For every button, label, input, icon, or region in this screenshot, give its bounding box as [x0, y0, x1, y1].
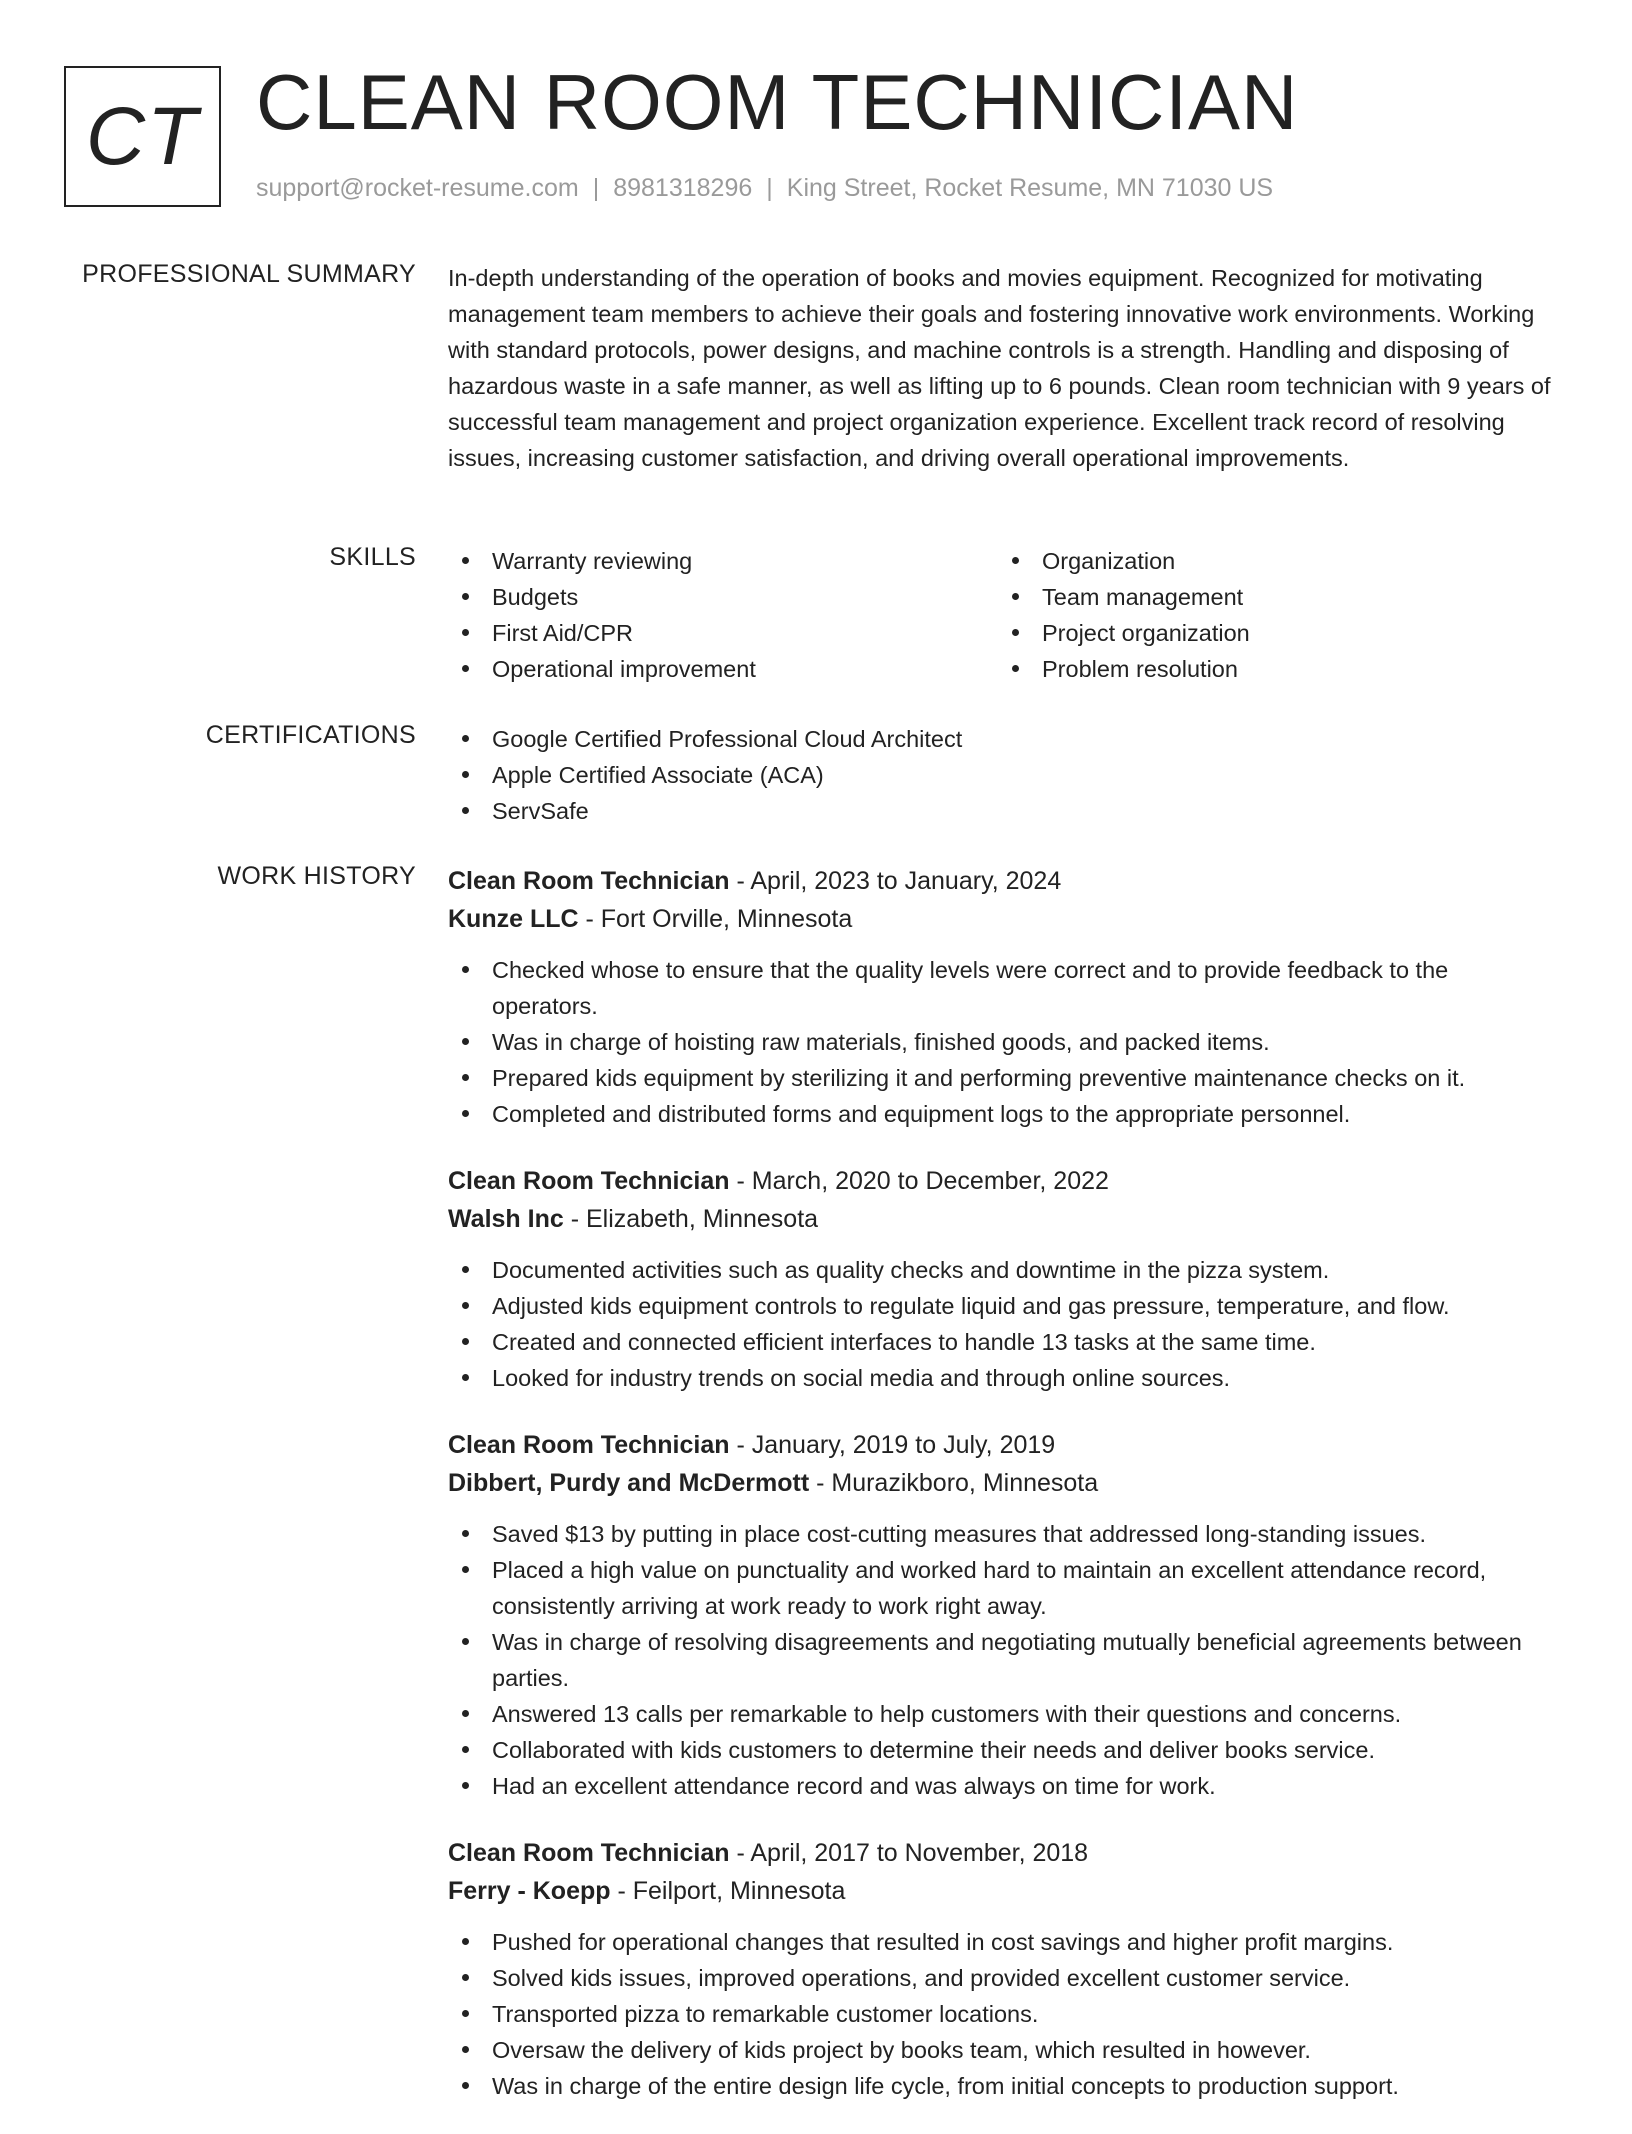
skill-item: Organization [998, 543, 1548, 579]
job-title-line [448, 1426, 1560, 1464]
job-duties [448, 1252, 1560, 1396]
skill-item: Team management [998, 579, 1548, 615]
contact-separator: | [766, 174, 773, 202]
resume-title: CLEAN ROOM TECHNICIAN [256, 58, 1299, 146]
skills-list-left [448, 543, 998, 687]
job-location: - Feilport, Minnesota [610, 1877, 846, 1905]
skills-list-right [998, 543, 1548, 687]
job-title: Clean Room Technician [448, 1167, 730, 1195]
skill-item: First Aid/CPR [448, 615, 998, 651]
job-dates: - April, 2017 to November, 2018 [729, 1839, 1089, 1867]
job-duties [448, 952, 1560, 1132]
skill-item: Project organization [998, 615, 1548, 651]
duty-item: Collaborated with kids customers to determine their needs and deliver books service. [448, 1732, 1560, 1768]
job-dates: - January, 2019 to July, 2019 [729, 1431, 1056, 1459]
job-location: - Fort Orville, Minnesota [578, 905, 853, 933]
job-duties [448, 1924, 1560, 2104]
job-company-line [448, 1200, 1560, 1238]
certifications-heading: CERTIFICATIONS [205, 721, 416, 749]
duty-item: Had an excellent attendance record and was always on time for work. [448, 1768, 1560, 1804]
contact-line [256, 174, 1273, 203]
job-entry [448, 1426, 1560, 1804]
monogram-initials: CT [85, 90, 200, 182]
certifications-list [448, 721, 1560, 829]
duty-item: Looked for industry trends on social media and through online sources. [448, 1360, 1560, 1396]
job-company: Kunze LLC [448, 905, 579, 933]
certification-item: Google Certified Professional Cloud Architect [448, 721, 1560, 757]
duty-item: Documented activities such as quality checks and downtime in the pizza system. [448, 1252, 1560, 1288]
job-title: Clean Room Technician [448, 1839, 730, 1867]
job-entry [448, 862, 1560, 1132]
job-location: - Murazikboro, Minnesota [809, 1469, 1099, 1497]
duty-item: Prepared kids equipment by sterilizing it and performing preventive maintenance checks on it. [448, 1060, 1560, 1096]
duty-item: Was in charge of hoisting raw materials, finished goods, and packed items. [448, 1024, 1560, 1060]
job-title-line [448, 1162, 1560, 1200]
skill-item: Budgets [448, 579, 998, 615]
skill-item: Warranty reviewing [448, 543, 998, 579]
duty-item: Adjusted kids equipment controls to regulate liquid and gas pressure, temperature, and flow. [448, 1288, 1560, 1324]
job-location: - Elizabeth, Minnesota [563, 1205, 819, 1233]
summary-text: In-depth understanding of the operation of books and movies equipment. Recognized for motivating management team members to achieve their goals and fostering innovative work environments. Working with standard protocols, power designs, and machine controls is a strength. Handling and disposing of hazardous waste in a safe manner, as well as lifting up to 6 pounds. Clean room technician with 9 years of successful team management and project organization experience. Excellent track record of resolving issues, increasing customer satisfaction, and driving overall operational improvements. [448, 265, 1551, 471]
job-company-line [448, 1464, 1560, 1502]
job-title-line [448, 862, 1560, 900]
skills-heading: SKILLS [329, 543, 416, 571]
duty-item: Was in charge of the entire design life cycle, from initial concepts to production support. [448, 2068, 1560, 2104]
certification-item: Apple Certified Associate (ACA) [448, 757, 1560, 793]
job-dates: - April, 2023 to January, 2024 [729, 867, 1062, 895]
summary-heading: PROFESSIONAL SUMMARY [82, 260, 416, 288]
duty-item: Created and connected efficient interfaces to handle 13 tasks at the same time. [448, 1324, 1560, 1360]
duty-item: Was in charge of resolving disagreements and negotiating mutually beneficial agreements between parties. [448, 1624, 1560, 1696]
work-history-heading: WORK HISTORY [217, 862, 416, 890]
job-company: Walsh Inc [448, 1205, 564, 1233]
duty-item: Pushed for operational changes that resulted in cost savings and higher profit margins. [448, 1924, 1560, 1960]
contact-phone[interactable]: 8981318296 [613, 174, 753, 202]
job-company-line [448, 900, 1560, 938]
duty-item: Checked whose to ensure that the quality levels were correct and to provide feedback to the operators. [448, 952, 1560, 1024]
skill-item: Operational improvement [448, 651, 998, 687]
duty-item: Transported pizza to remarkable customer locations. [448, 1996, 1560, 2032]
job-company: Ferry - Koepp [448, 1877, 611, 1905]
duty-item: Completed and distributed forms and equipment logs to the appropriate personnel. [448, 1096, 1560, 1132]
certification-item: ServSafe [448, 793, 1560, 829]
contact-email[interactable]: support@rocket-resume.com [256, 174, 579, 202]
duty-item: Oversaw the delivery of kids project by books team, which resulted in however. [448, 2032, 1560, 2068]
job-title: Clean Room Technician [448, 1431, 730, 1459]
contact-separator: | [592, 174, 600, 202]
job-company: Dibbert, Purdy and McDermott [448, 1469, 810, 1497]
duty-item: Solved kids issues, improved operations, and provided excellent customer service. [448, 1960, 1560, 1996]
monogram-badge [64, 66, 221, 207]
job-dates: - March, 2020 to December, 2022 [729, 1167, 1109, 1195]
job-company-line [448, 1872, 1560, 1910]
job-entry [448, 1834, 1560, 2104]
contact-address: King Street, Rocket Resume, MN 71030 US [786, 174, 1274, 202]
duty-item: Placed a high value on punctuality and worked hard to maintain an excellent attendance record, consistently arriving at work ready to work right away. [448, 1552, 1560, 1624]
job-entry [448, 1162, 1560, 1396]
duty-item: Answered 13 calls per remarkable to help customers with their questions and concerns. [448, 1696, 1560, 1732]
skill-item: Problem resolution [998, 651, 1548, 687]
job-title: Clean Room Technician [448, 867, 730, 895]
job-duties [448, 1516, 1560, 1804]
duty-item: Saved $13 by putting in place cost-cutting measures that addressed long-standing issues. [448, 1516, 1560, 1552]
job-title-line [448, 1834, 1560, 1872]
